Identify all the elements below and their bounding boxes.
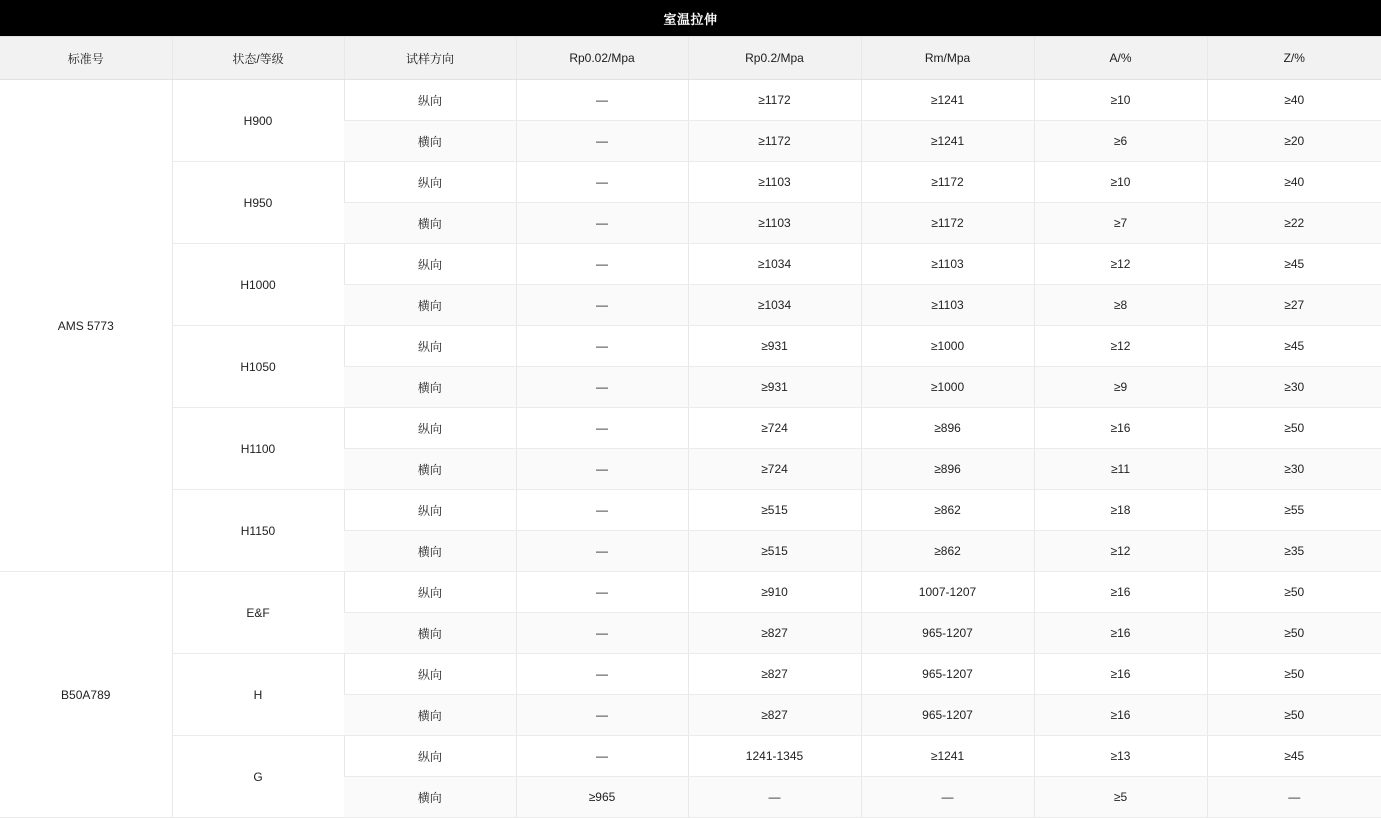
cell-reduction: ≥50 bbox=[1207, 408, 1381, 449]
table-row bbox=[0, 654, 1381, 695]
cell-rp002: — bbox=[516, 736, 688, 777]
cell-direction: 纵向 bbox=[344, 736, 516, 777]
cell-reduction: ≥50 bbox=[1207, 572, 1381, 613]
column-header-elongation: A/% bbox=[1034, 37, 1207, 80]
table-row bbox=[0, 80, 1381, 121]
cell-elongation: ≥16 bbox=[1034, 695, 1207, 736]
table-row bbox=[0, 736, 1381, 777]
cell-direction: 横向 bbox=[344, 613, 516, 654]
cell-elongation: ≥16 bbox=[1034, 572, 1207, 613]
cell-reduction: — bbox=[1207, 777, 1381, 818]
cell-rm: ≥1172 bbox=[861, 162, 1034, 203]
page-title-bar bbox=[0, 0, 1381, 36]
cell-direction: 横向 bbox=[344, 203, 516, 244]
cell-direction: 纵向 bbox=[344, 326, 516, 367]
cell-rp02: ≥827 bbox=[688, 654, 861, 695]
cell-rp02: ≥1103 bbox=[688, 203, 861, 244]
cell-rm: ≥896 bbox=[861, 408, 1034, 449]
cell-elongation: ≥13 bbox=[1034, 736, 1207, 777]
cell-rm: ≥1103 bbox=[861, 285, 1034, 326]
cell-rp002: — bbox=[516, 531, 688, 572]
cell-direction: 横向 bbox=[344, 367, 516, 408]
cell-rp02: ≥1172 bbox=[688, 121, 861, 162]
cell-direction: 纵向 bbox=[344, 162, 516, 203]
cell-rp02: ≥931 bbox=[688, 367, 861, 408]
cell-direction: 横向 bbox=[344, 695, 516, 736]
cell-condition: G bbox=[172, 736, 344, 818]
cell-rp002: — bbox=[516, 326, 688, 367]
cell-direction: 横向 bbox=[344, 531, 516, 572]
cell-direction: 横向 bbox=[344, 121, 516, 162]
cell-rp02: — bbox=[688, 777, 861, 818]
cell-rp002: — bbox=[516, 367, 688, 408]
cell-reduction: ≥30 bbox=[1207, 449, 1381, 490]
cell-reduction: ≥45 bbox=[1207, 244, 1381, 285]
cell-reduction: ≥35 bbox=[1207, 531, 1381, 572]
cell-rp002: — bbox=[516, 244, 688, 285]
cell-rm: ≥1000 bbox=[861, 367, 1034, 408]
cell-direction: 纵向 bbox=[344, 572, 516, 613]
cell-rp02: ≥515 bbox=[688, 490, 861, 531]
cell-rp02: ≥827 bbox=[688, 613, 861, 654]
cell-direction: 横向 bbox=[344, 449, 516, 490]
column-header-rp02: Rp0.2/Mpa bbox=[688, 37, 861, 80]
cell-condition: H1100 bbox=[172, 408, 344, 490]
cell-rp02: ≥1034 bbox=[688, 244, 861, 285]
cell-rm: ≥862 bbox=[861, 490, 1034, 531]
table-row bbox=[0, 162, 1381, 203]
cell-direction: 纵向 bbox=[344, 654, 516, 695]
table-row bbox=[0, 408, 1381, 449]
column-header-condition: 状态/等级 bbox=[172, 37, 344, 80]
cell-rm: — bbox=[861, 777, 1034, 818]
table-body bbox=[0, 80, 1381, 818]
cell-rp002: — bbox=[516, 695, 688, 736]
cell-elongation: ≥12 bbox=[1034, 326, 1207, 367]
page-title: 室温拉伸 bbox=[663, 11, 718, 27]
cell-rp002: — bbox=[516, 490, 688, 531]
cell-condition: H bbox=[172, 654, 344, 736]
cell-direction: 横向 bbox=[344, 285, 516, 326]
cell-elongation: ≥16 bbox=[1034, 613, 1207, 654]
cell-direction: 纵向 bbox=[344, 408, 516, 449]
cell-rp002: — bbox=[516, 203, 688, 244]
cell-reduction: ≥40 bbox=[1207, 162, 1381, 203]
cell-rm: 965-1207 bbox=[861, 613, 1034, 654]
cell-rp002: — bbox=[516, 654, 688, 695]
cell-direction: 纵向 bbox=[344, 244, 516, 285]
table-row bbox=[0, 326, 1381, 367]
cell-reduction: ≥20 bbox=[1207, 121, 1381, 162]
cell-rp002: — bbox=[516, 285, 688, 326]
cell-elongation: ≥10 bbox=[1034, 80, 1207, 121]
cell-rm: 965-1207 bbox=[861, 654, 1034, 695]
cell-standard: AMS 5773 bbox=[0, 80, 172, 572]
cell-rm: ≥1241 bbox=[861, 121, 1034, 162]
cell-rp02: 1241-1345 bbox=[688, 736, 861, 777]
cell-elongation: ≥7 bbox=[1034, 203, 1207, 244]
table-row bbox=[0, 244, 1381, 285]
cell-reduction: ≥50 bbox=[1207, 695, 1381, 736]
cell-direction: 纵向 bbox=[344, 80, 516, 121]
cell-reduction: ≥27 bbox=[1207, 285, 1381, 326]
table-row bbox=[0, 490, 1381, 531]
cell-condition: E&F bbox=[172, 572, 344, 654]
cell-rp02: ≥724 bbox=[688, 408, 861, 449]
column-header-rp002: Rp0.02/Mpa bbox=[516, 37, 688, 80]
cell-elongation: ≥9 bbox=[1034, 367, 1207, 408]
cell-elongation: ≥11 bbox=[1034, 449, 1207, 490]
cell-condition: H1050 bbox=[172, 326, 344, 408]
cell-reduction: ≥45 bbox=[1207, 736, 1381, 777]
column-header-standard: 标准号 bbox=[0, 37, 172, 80]
cell-reduction: ≥55 bbox=[1207, 490, 1381, 531]
cell-rm: ≥1241 bbox=[861, 736, 1034, 777]
cell-rp002: — bbox=[516, 613, 688, 654]
cell-rp02: ≥724 bbox=[688, 449, 861, 490]
cell-rm: ≥1172 bbox=[861, 203, 1034, 244]
cell-reduction: ≥30 bbox=[1207, 367, 1381, 408]
cell-rp002: — bbox=[516, 80, 688, 121]
column-header-direction: 试样方向 bbox=[344, 37, 516, 80]
cell-elongation: ≥6 bbox=[1034, 121, 1207, 162]
cell-condition: H1150 bbox=[172, 490, 344, 572]
cell-rp002: — bbox=[516, 572, 688, 613]
column-header-reduction: Z/% bbox=[1207, 37, 1381, 80]
cell-rm: ≥862 bbox=[861, 531, 1034, 572]
cell-rp002: — bbox=[516, 162, 688, 203]
cell-reduction: ≥22 bbox=[1207, 203, 1381, 244]
cell-condition: H1000 bbox=[172, 244, 344, 326]
cell-elongation: ≥18 bbox=[1034, 490, 1207, 531]
cell-elongation: ≥12 bbox=[1034, 244, 1207, 285]
cell-rp002: — bbox=[516, 121, 688, 162]
cell-reduction: ≥45 bbox=[1207, 326, 1381, 367]
cell-rp002: ≥965 bbox=[516, 777, 688, 818]
cell-reduction: ≥50 bbox=[1207, 613, 1381, 654]
table-row bbox=[0, 572, 1381, 613]
cell-reduction: ≥40 bbox=[1207, 80, 1381, 121]
cell-rp02: ≥910 bbox=[688, 572, 861, 613]
cell-reduction: ≥50 bbox=[1207, 654, 1381, 695]
cell-rp002: — bbox=[516, 408, 688, 449]
cell-rp02: ≥1034 bbox=[688, 285, 861, 326]
cell-condition: H950 bbox=[172, 162, 344, 244]
tensile-properties-table bbox=[0, 36, 1381, 818]
cell-rm: 1007-1207 bbox=[861, 572, 1034, 613]
cell-elongation: ≥5 bbox=[1034, 777, 1207, 818]
cell-rm: 965-1207 bbox=[861, 695, 1034, 736]
cell-rp002: — bbox=[516, 449, 688, 490]
cell-elongation: ≥8 bbox=[1034, 285, 1207, 326]
cell-rm: ≥1103 bbox=[861, 244, 1034, 285]
column-header-rm: Rm/Mpa bbox=[861, 37, 1034, 80]
cell-rm: ≥896 bbox=[861, 449, 1034, 490]
cell-elongation: ≥10 bbox=[1034, 162, 1207, 203]
cell-rp02: ≥931 bbox=[688, 326, 861, 367]
cell-rm: ≥1000 bbox=[861, 326, 1034, 367]
cell-rm: ≥1241 bbox=[861, 80, 1034, 121]
table-header-row bbox=[0, 37, 1381, 80]
cell-elongation: ≥16 bbox=[1034, 408, 1207, 449]
cell-condition: H900 bbox=[172, 80, 344, 162]
cell-rp02: ≥1103 bbox=[688, 162, 861, 203]
cell-rp02: ≥515 bbox=[688, 531, 861, 572]
cell-direction: 纵向 bbox=[344, 490, 516, 531]
table-header bbox=[0, 37, 1381, 80]
cell-elongation: ≥16 bbox=[1034, 654, 1207, 695]
cell-standard: B50A789 bbox=[0, 572, 172, 818]
cell-direction: 横向 bbox=[344, 777, 516, 818]
cell-rp02: ≥827 bbox=[688, 695, 861, 736]
cell-rp02: ≥1172 bbox=[688, 80, 861, 121]
cell-elongation: ≥12 bbox=[1034, 531, 1207, 572]
